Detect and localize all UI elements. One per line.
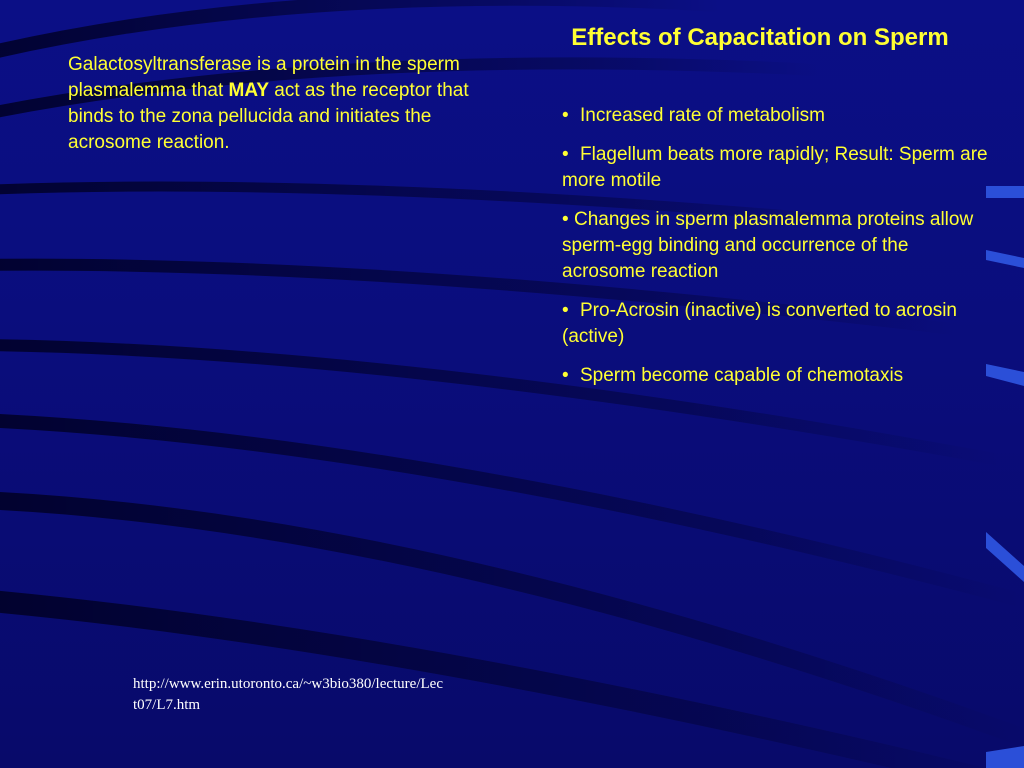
note-emphasis: MAY <box>228 80 269 101</box>
bullet-marker: • <box>562 300 569 321</box>
bullet-item <box>562 103 992 129</box>
bullet-item <box>562 207 992 285</box>
bullet-item <box>562 363 992 389</box>
bullet-text: Flagellum beats more rapidly; Result: Sperm are more motile <box>562 144 988 191</box>
bullet-text: Sperm become capable of chemotaxis <box>580 365 904 386</box>
note-text-end: act as the receptor that binds to the zona pellucida and initiates the acrosome reaction. <box>68 80 469 153</box>
slide-title: Effects of Capacitation on Sperm <box>571 24 949 51</box>
source-link[interactable]: http://www.erin.utoronto.ca/~w3bio380/lecture/Lect07/L7.htm <box>133 676 443 713</box>
bullet-marker: • <box>562 365 569 386</box>
bullet-marker: • <box>562 105 569 126</box>
bullet-item <box>562 298 992 350</box>
bullet-marker: • <box>562 209 569 230</box>
note-text-start: Galactosyltransferase is a protein in the sperm plasmalemma that <box>68 54 460 101</box>
capacitation-note <box>68 52 488 156</box>
effects-bullet-list <box>562 103 992 402</box>
bullet-item <box>562 142 992 194</box>
bullet-text: Increased rate of metabolism <box>580 105 826 126</box>
bullet-text: Changes in sperm plasmalemma proteins allow sperm-egg binding and occurrence of the acrosome reaction <box>562 209 974 282</box>
bullet-marker: • <box>562 144 569 165</box>
bullet-text: Pro-Acrosin (inactive) is converted to acrosin (active) <box>562 300 957 347</box>
